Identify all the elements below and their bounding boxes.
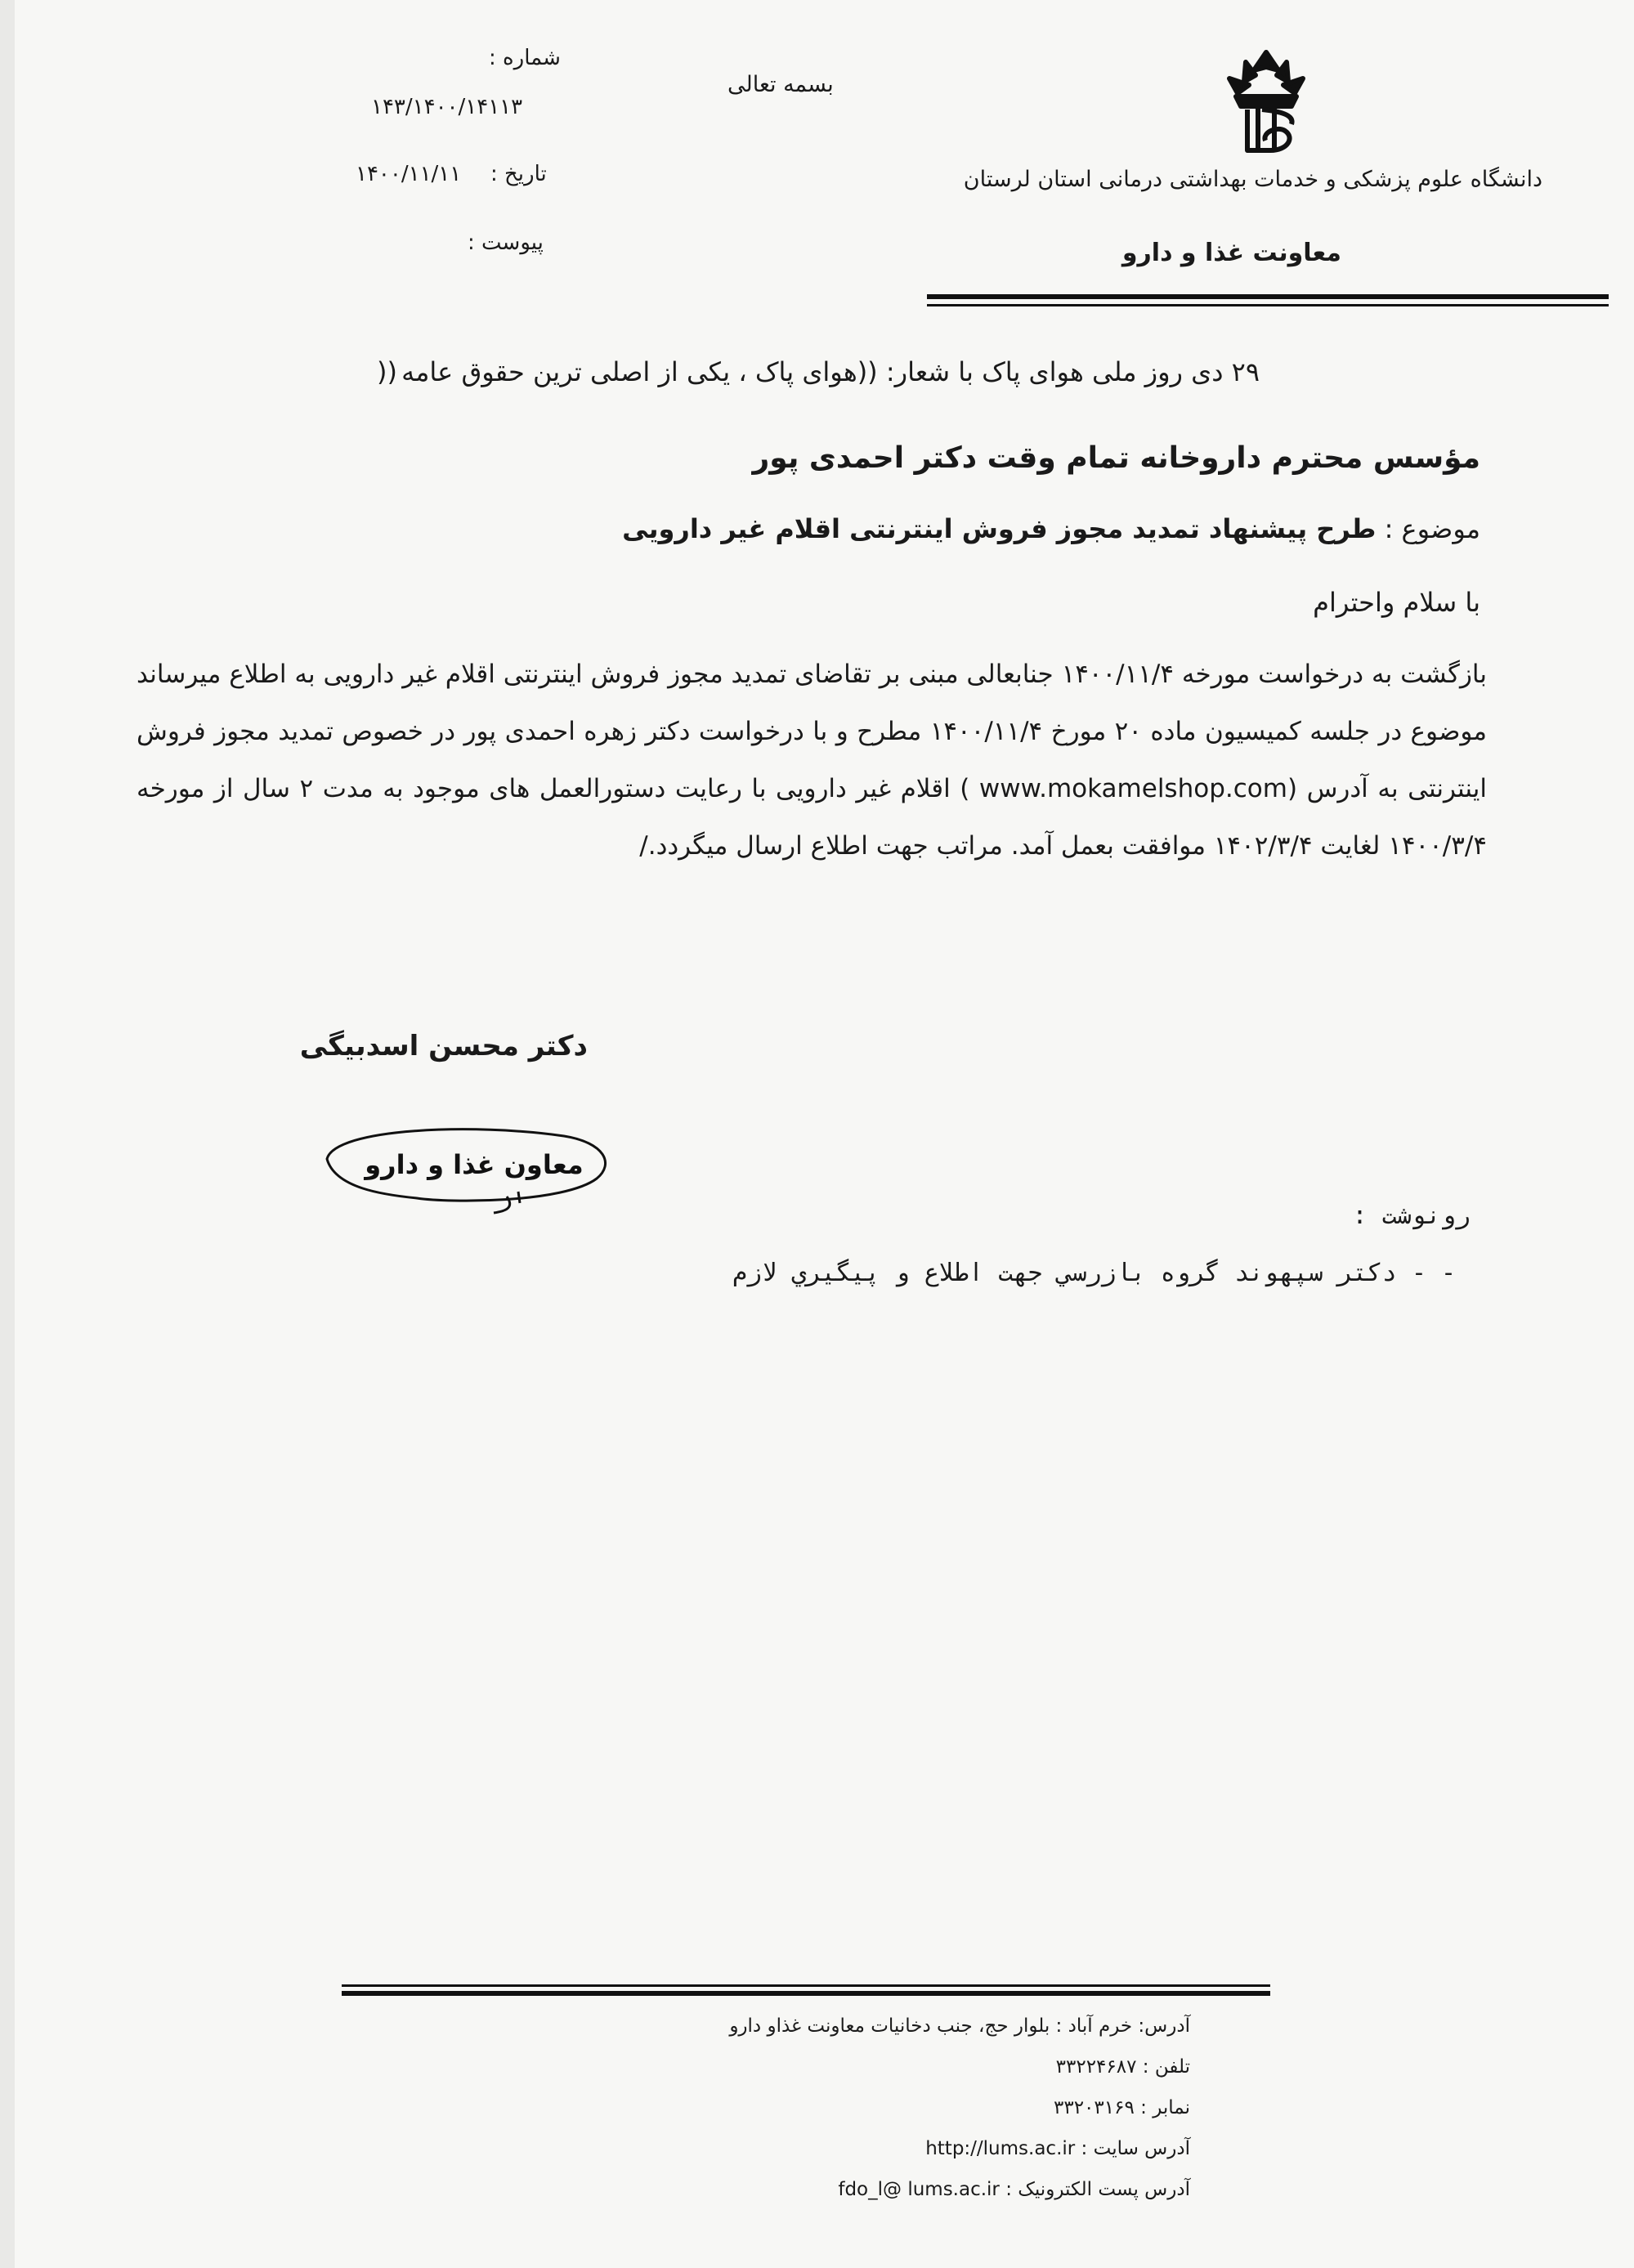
date-label: تاریخ :: [490, 162, 547, 186]
slogan: ۲۹ دی روز ملی هوای پاک با شعار: ((هوای پاک ، یکی از اصلی ترین حقوق عامه: [401, 356, 1260, 387]
date-value: ۱۴۰۰/۱۱/۱۱: [356, 162, 462, 186]
footer-rule-thick: [342, 1991, 1270, 1996]
footer-phone-label: تلفن :: [1142, 2056, 1190, 2078]
footer-fax-label: نمابر :: [1140, 2097, 1190, 2118]
number-value: ۱۴۳/۱۴۰۰/۱۴۱۱۳: [371, 95, 523, 119]
footer-fax: [1054, 2097, 1190, 2118]
footer-rule-thin: [342, 1984, 1270, 1987]
footer-email-label: آدرس پست الکترونیک :: [1005, 2179, 1190, 2200]
footer-address: آدرس: خرم آباد : بلوار حج، جنب دخانیات معاونت غذاو دارو: [729, 2015, 1190, 2037]
footer-phone: [1056, 2056, 1190, 2078]
footer-email-link[interactable]: fdo_l@ lums.ac.ir: [838, 2179, 1000, 2200]
university-name: دانشگاه علوم پزشکی و خدمات بهداشتی درمانی استان لرستان: [963, 167, 1542, 192]
bismillah: بسمه تعالی: [727, 72, 834, 97]
subject-line: [622, 513, 1480, 544]
cc-label: رونوشت :: [1352, 1201, 1471, 1230]
stamp-text: معاون غذا و دارو: [365, 1149, 584, 1180]
footer-phone-value: ۳۳۲۲۴۶۸۷: [1055, 2056, 1137, 2078]
footer-site-link[interactable]: http://lums.ac.ir: [925, 2138, 1076, 2159]
university-logo-icon: [1213, 46, 1319, 160]
signature-stamp-icon: [319, 1112, 621, 1218]
footer-fax-value: ۳۳۲۰۳۱۶۹: [1054, 2097, 1135, 2118]
letter-page: [15, 0, 1634, 2268]
number-label: شماره :: [489, 46, 561, 70]
addressee: مؤسس محترم داروخانه تمام وقت دکتر احمدی پور: [752, 441, 1480, 475]
cc-item: - - دکتر سپهوند گروه بازرسي جهت اطلاع و پيگيري لازم: [732, 1259, 1456, 1287]
footer-email: [838, 2179, 1190, 2200]
greeting: با سلام واحترام: [1313, 587, 1480, 618]
attachment-label: پیوست :: [468, 230, 544, 255]
header-rule-thick: [927, 294, 1609, 299]
letter-body: بازگشت به درخواست مورخه ۱۴۰۰/۱۱/۴ جنابعالی مبنی بر تقاضای تمدید مجوز فروش اینترنتی اقلام غیر دارویی به اطلاع میرساند موضوع در جلسه کمیسیون ماده ۲۰ مورخ ۱۴۰۰/۱۱/۴ مطرح و با درخواست دکتر زهره احمدی پور در خصوص تمدید مجوز فروش اینترنتی به آدرس (www.mokamelshop.com ) اقلام غیر دارویی با رعایت دستورالعمل های موجود به مدت ۲ سال از مورخه ۱۴۰۰/۳/۴ لغایت ۱۴۰۲/۳/۴ موافقت بعمل آمد. مراتب جهت اطلاع ارسال میگردد./: [137, 660, 1488, 861]
subject-text: طرح پیشنهاد تمدید مجوز فروش اینترنتی اقلام غیر دارویی: [622, 513, 1377, 544]
signer-name: دکتر محسن اسدبیگی: [299, 1030, 588, 1062]
subject-label: موضوع :: [1384, 513, 1480, 544]
footer-site-label: آدرس سایت :: [1081, 2138, 1190, 2159]
header-rule-thin: [927, 304, 1609, 306]
department-name: معاونت غذا و دارو: [1121, 239, 1341, 267]
footer-site: [925, 2138, 1190, 2159]
slogan-closing: )): [377, 356, 397, 387]
